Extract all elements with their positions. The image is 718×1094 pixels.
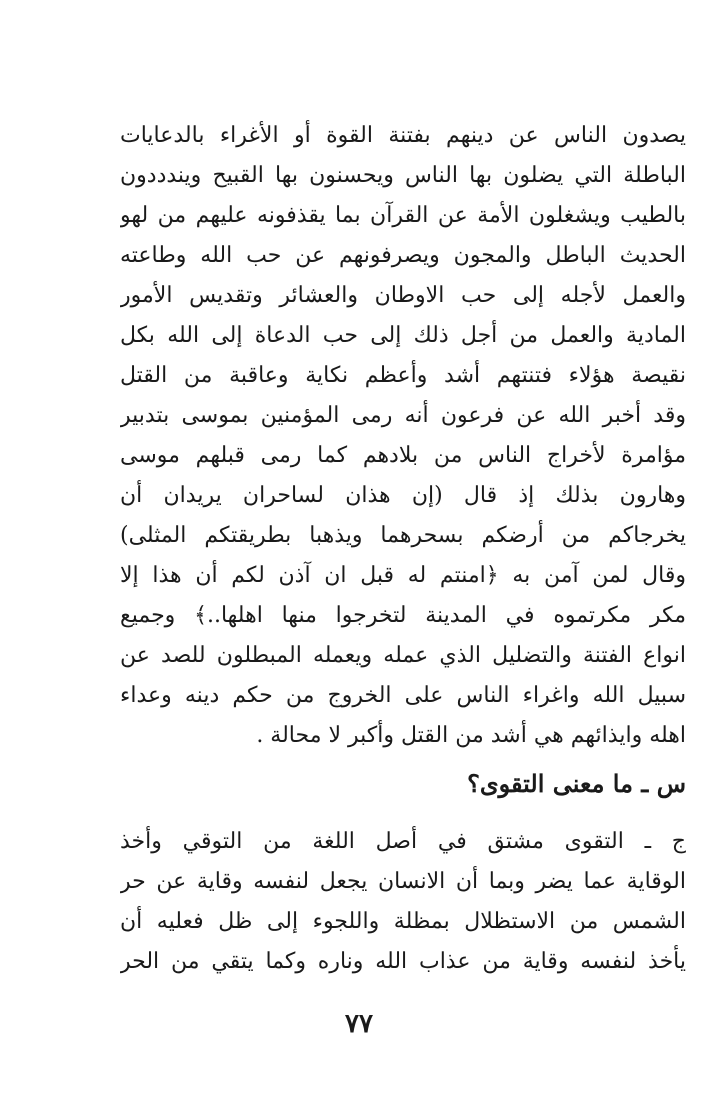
text-line: بالطيب ويشغلون الأمة عن القرآن بما يقذفونه عليهم من لهو [120,203,686,228]
text-line: مكر مكرتموه في المدينة لتخرجوا منها اهلها..﴾ وجميع [120,603,686,628]
question-heading: س ـ ما معنى التقوى؟ [467,769,686,798]
text-line: اهله وايذائهم هي أشد من القتل وأكبر لا محالة . [256,723,686,748]
text-line: والعمل لأجله إلى حب الاوطان والعشائر وتقديس الأمور [120,283,686,308]
text-line: يخرجاكم من أرضكم بسحرهما ويذهبا بطريقتكم المثلى) [120,523,686,548]
text-line: وقد أخبر الله عن فرعون أنه رمى المؤمنين بموسى بتدبير [120,403,686,428]
text-line: ج ـ التقوى مشتق في أصل اللغة من التوقي وأخذ [120,829,686,854]
text-line: سبيل الله واغراء الناس على الخروج من حكم دينه وعداء [120,683,686,708]
text-line: الباطلة التي يضلون بها الناس ويحسنون بها القبيح ويندددون [120,163,686,188]
text-line: المادية والعمل من أجل ذلك إلى حب الدعاة إلى الله بكل [120,323,686,348]
body-paragraph [120,116,686,756]
text-line: مؤامرة لأخراج الناس من بلادهم كما رمى قبلهم موسى [120,443,686,468]
text-line: وقال لمن آمن به ﴿امنتم له قبل ان آذن لكم أن هذا إلا [120,563,686,588]
text-line: انواع الفتنة والتضليل الذي عمله ويعمله المبطلون للصد عن [120,643,686,668]
text-line: الشمس من الاستظلال بمظلة واللجوء إلى ظل فعليه أن [120,909,686,934]
text-line: الحديث الباطل والمجون ويصرفونهم عن حب الله وطاعته [120,243,686,268]
text-line: نقيصة هؤلاء فتنتهم أشد وأعظم نكاية وعاقبة من القتل [120,363,686,388]
text-line: يأخذ لنفسه وقاية من عذاب الله وناره وكما يتقي من الحر [120,949,686,974]
page-number: ٧٧ [345,1009,373,1039]
answer-paragraph [120,822,686,982]
text-line: وهارون بذلك إذ قال (إن هذان لساحران يريدان أن [120,483,686,508]
text-line: الوقاية عما يضر وبما أن الانسان يجعل لنفسه وقاية عن حر [120,869,686,894]
text-line: يصدون الناس عن دينهم بفتنة القوة أو الأغراء بالدعايات [120,123,686,148]
